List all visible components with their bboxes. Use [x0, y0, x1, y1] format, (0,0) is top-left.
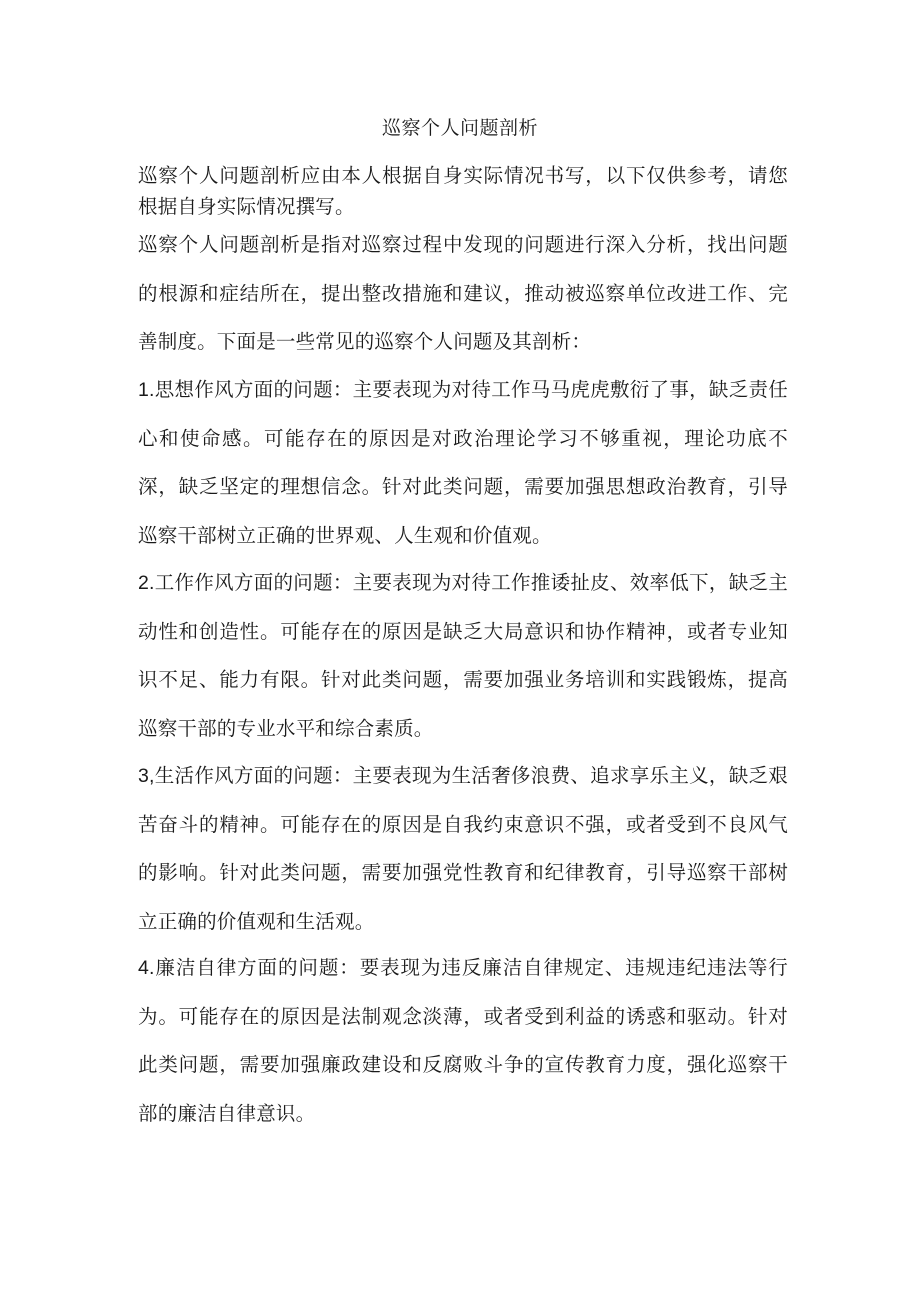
item-1-number: 1.	[138, 379, 155, 401]
item-4-number: 4.	[138, 957, 155, 979]
item-2-text: 工作作风方面的问题：主要表现为对待工作推诿扯皮、效率低下，缺乏主动性和创造性。可能存在的原因是缺乏大局意识和协作精神，或者专业知识不足、能力有限。针对此类问题，需要加强业务培训和实践锻炼，提高巡察干部的专业水平和综合素质。	[138, 571, 788, 740]
document-title: 巡察个人问题剖析	[381, 117, 538, 139]
item-2-number: 2.	[138, 572, 155, 594]
item-2-paragraph	[138, 559, 788, 753]
item-4-text: 廉洁自律方面的问题：要表现为违反廉洁自律规定、违规违纪违法等行为。可能存在的原因是法制观念淡薄，或者受到利益的诱惑和驱动。针对此类问题，需要加强廉政建设和反腐败斗争的宣传教育力度，强化巡察干部的廉洁自律意识。	[138, 956, 788, 1125]
item-3-text: 生活作风方面的问题：主要表现为生活奢侈浪费、追求享乐主义，缺乏艰苦奋斗的精神。可能存在的原因是自我约束意识不强，或者受到不良风气的影响。针对此类问题，需要加强党性教育和纪律教育，引导巡察干部树立正确的价值观和生活观。	[138, 764, 788, 933]
item-1-paragraph	[138, 366, 788, 560]
item-3-number: 3,	[138, 765, 155, 787]
item-3-paragraph	[138, 752, 788, 946]
item-4-paragraph	[138, 944, 788, 1138]
item-1-text: 思想作风方面的问题：主要表现为对待工作马马虎虎敷衍了事，缺乏责任心和使命感。可能存在的原因是对政治理论学习不够重视，理论功底不深，缺乏坚定的理想信念。针对此类问题，需要加强思想政治教育，引导巡察干部树立正确的世界观、人生观和价值观。	[138, 378, 788, 547]
intro-paragraph: 巡察个人问题剖析是指对巡察过程中发现的问题进行深入分析，找出问题的根源和症结所在，提出整改措施和建议，推动被巡察单位改进工作、完善制度。下面是一些常见的巡察个人问题及其剖析：	[138, 233, 788, 353]
reference-note: 巡察个人问题剖析应由本人根据自身实际情况书写，以下仅供参考，请您根据自身实际情况撰写。	[138, 164, 788, 218]
